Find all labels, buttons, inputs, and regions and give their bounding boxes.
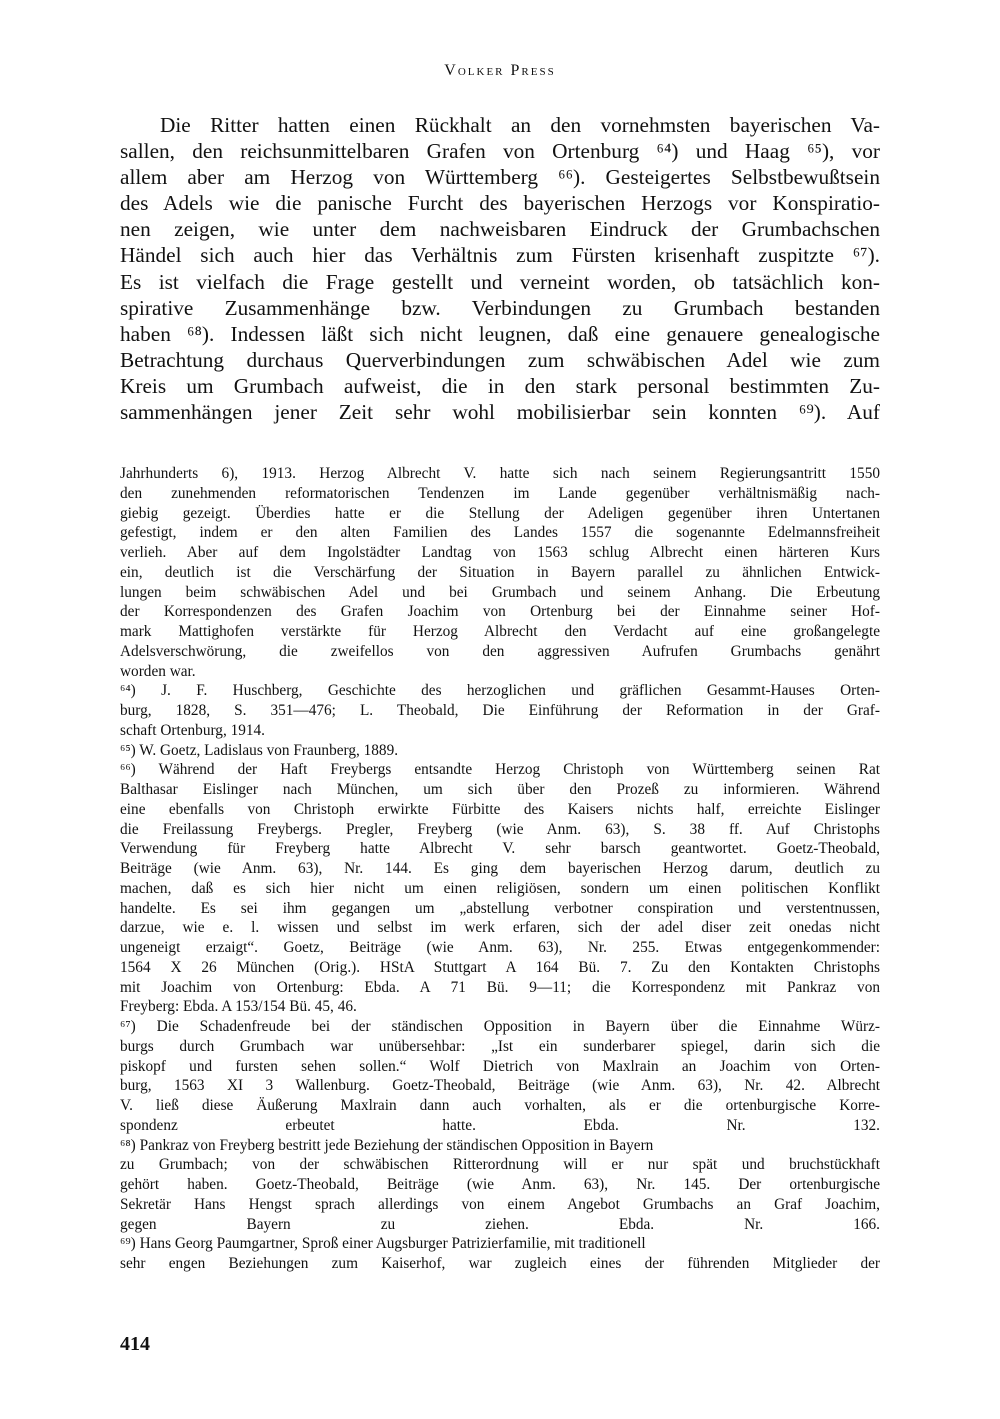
footnote-line: ⁶⁴) J. F. Huschberg, Geschichte des herzoglichen und gräflichen Gesammt-Hauses Orten- [120, 682, 880, 700]
footnote-line: piskopf und fursten sehen sollen.“ Wolf Dietrich von Maxlrain an Joachim von Orten- [120, 1057, 880, 1075]
main-text-line: Es ist vielfach die Frage gestellt und verneint worden, ob tatsächlich kon- [120, 269, 880, 294]
footnote-line: ⁶⁵) W. Goetz, Ladislaus von Fraunberg, 1889. [120, 741, 399, 759]
footnote-line: mark Mattighofen verstärkte für Herzog Albrecht den Verdacht auf eine großangelegte [120, 623, 880, 640]
footnote-line: darzue, wie e. l. wissen und selbst im werk erfaren, sich der adel diser zeit onedas nicht [120, 919, 880, 937]
footnote-line: Beiträge (wie Anm. 63), Nr. 144. Es ging dem bayerischen Herzog darum, deutlich zu [120, 860, 880, 877]
footnote-line: lungen beim schwäbischen Adel und bei Grumbach und seinem Anhang. Die Erbeutung [120, 583, 880, 601]
footnote-line: gegen Bayern zu ziehen. Ebda. Nr. 166. [120, 1215, 880, 1233]
footnote-line: burg, 1563 XI 3 Wallenburg. Goetz-Theobald, Beiträge (wie Anm. 63), Nr. 42. Albrecht [120, 1077, 880, 1095]
footnote-line: mit Joachim von Ortenburg: Ebda. A 71 Bü. 9—11; die Korrespondenz mit Pankraz von [120, 978, 880, 996]
footnote-line: ⁶⁷) Die Schadenfreude bei der ständischen Opposition in Bayern über die Einnahme Würz- [120, 1018, 880, 1035]
footnote-line: Jahrhunderts 6), 1913. Herzog Albrecht V. hatte sich nach seinem Regierungsantritt 1550 [120, 465, 880, 482]
main-text-line: Händel sich auch hier das Verhältnis zum Fürsten krisenhaft zuspitzte ⁶⁷). [120, 243, 880, 268]
footnote-line: verlieh. Aber auf dem Ingolstädter Landtag von 1563 schlug Albrecht einen härteren Kurs [120, 544, 880, 561]
footnote-line: ⁶⁹) Hans Georg Paumgartner, Sproß einer Augsburger Patrizierfamilie, mit traditionell [120, 1235, 646, 1253]
footnote-line: zu Grumbach; von der schwäbischen Ritterordnung will er nur spät und bruchstückhaft [120, 1156, 880, 1174]
footnotes-block [120, 464, 880, 1274]
footnote-line: ⁶⁶) Während der Haft Freybergs entsandte Herzog Christoph von Württemberg seinen Rat [120, 761, 880, 779]
main-text-line: sammenhängen jener Zeit sehr wohl mobilisierbar sein konnten ⁶⁹). Auf [120, 400, 880, 425]
main-text-line: haben ⁶⁸). Indessen läßt sich nicht leugnen, daß eine genauere genealogische [120, 321, 880, 346]
footnote-line: gehört haben. Goetz-Theobald, Beiträge (wie Anm. 63), Nr. 145. Der ortenburgische [120, 1176, 880, 1193]
running-head: Volker Press [444, 62, 556, 79]
page-number: 414 [120, 1333, 150, 1355]
footnote-line: Sekretär Hans Hengst sprach allerdings von einem Angebot Grumbachs an Graf Joachim, [120, 1195, 880, 1213]
footnote-line: Freyberg: Ebda. A 153/154 Bü. 45, 46. [120, 998, 357, 1016]
footnote-line: V. ließ diese Äußerung Maxlrain dann auch vorhalten, als er die ortenburgische Korre- [120, 1097, 880, 1114]
footnote-line: Verwendung für Freyberg hatte Albrecht V. sehr barsch geantwortet. Goetz-Theobald, [120, 840, 880, 858]
main-text-line: nen zeigen, wie unter dem nachweisbaren Eindruck der Grumbachschen [120, 217, 880, 242]
footnote-line: spondenz erbeutet hatte. Ebda. Nr. 132. [120, 1116, 880, 1134]
footnote-line: eine ebenfalls von Christoph erwirkte Fürbitte des Kaisers nichts half, erreichte Eislinger [120, 800, 880, 818]
footnote-line: Adelsverschwörung, die zweifellos von den aggressiven Aufrufen Grumbachs genährt [120, 642, 880, 660]
main-text-block [120, 112, 880, 425]
main-text-line: Die Ritter hatten einen Rückhalt an den vornehmsten bayerischen Va- [160, 113, 880, 137]
main-text-line: sallen, den reichsunmittelbaren Grafen von Ortenburg ⁶⁴) und Haag ⁶⁵), vor [120, 139, 880, 164]
footnote-line: handelte. Es sei ihm gegangen um „abstellung verbotner conspiration und verstentnussen, [120, 899, 880, 917]
footnote-line: den zunehmenden reformatorischen Tendenzen im Lande gegenüber verhältnismäßig nach- [120, 484, 880, 502]
footnote-line: Balthasar Eislinger nach München, um sich über den Prozeß zu informieren. Während [120, 781, 880, 798]
main-text-line: spirative Zusammenhänge bzw. Verbindungen zu Grumbach bestanden [120, 295, 880, 320]
footnote-line: die Freilassung Freybergs. Pregler, Freyberg (wie Anm. 63), S. 38 ff. Auf Christophs [120, 820, 880, 838]
footnote-line: gefestigt, indem er den alten Familien des Landes 1557 die sogenannte Edelmannsfreiheit [120, 524, 880, 542]
footnote-line: 1564 X 26 München (Orig.). HStA Stuttgart A 164 Bü. 7. Zu den Kontakten Christophs [120, 958, 880, 976]
footnote-line: der Korrespondenzen des Grafen Joachim von Ortenburg bei der Einnahme seiner Hof- [120, 603, 880, 621]
footnote-line: worden war. [120, 662, 196, 680]
main-text-line: allem aber am Herzog von Württemberg ⁶⁶). Gesteigertes Selbstbewußtsein [120, 165, 880, 190]
footnote-line: ein, deutlich ist die Verschärfung der Situation in Bayern parallel zu ähnlichen Entwick- [120, 563, 880, 581]
footnote-line: schaft Ortenburg, 1914. [120, 721, 266, 739]
main-text-line: Kreis um Grumbach aufweist, die in den stark personal bestimmten Zu- [120, 373, 880, 398]
footnote-line: burgs durch Grumbach war unübersehbar: „Ist ein sunderbarer spiegel, darin sich die [120, 1037, 880, 1055]
footnote-line: machen, daß es sich hier nicht um einen religiösen, sondern um einen politischen Konflikt [120, 879, 880, 897]
footnote-line: sehr engen Beziehungen zum Kaiserhof, war zugleich eines der führenden Mitglieder der [120, 1255, 880, 1272]
footnote-line: ungeneigt erzaigt“. Goetz, Beiträge (wie Anm. 63), Nr. 255. Etwas entgegenkommender: [120, 939, 880, 956]
footnote-line: burg, 1828, S. 351—476; L. Theobald, Die Einführung der Reformation in der Graf- [120, 702, 880, 719]
main-text-line: des Adels wie die panische Furcht des bayerischen Herzogs vor Konspiratio- [120, 191, 880, 216]
main-text-line: Betrachtung durchaus Querverbindungen zum schwäbischen Adel wie zum [120, 347, 880, 372]
footnote-line: giebig gezeigt. Überdies hatte er die Stellung der Adeligen gegenüber ihren Untertanen [120, 504, 880, 522]
footnote-line: ⁶⁸) Pankraz von Freyberg bestritt jede Beziehung der ständischen Opposition in Bayern [120, 1136, 654, 1154]
